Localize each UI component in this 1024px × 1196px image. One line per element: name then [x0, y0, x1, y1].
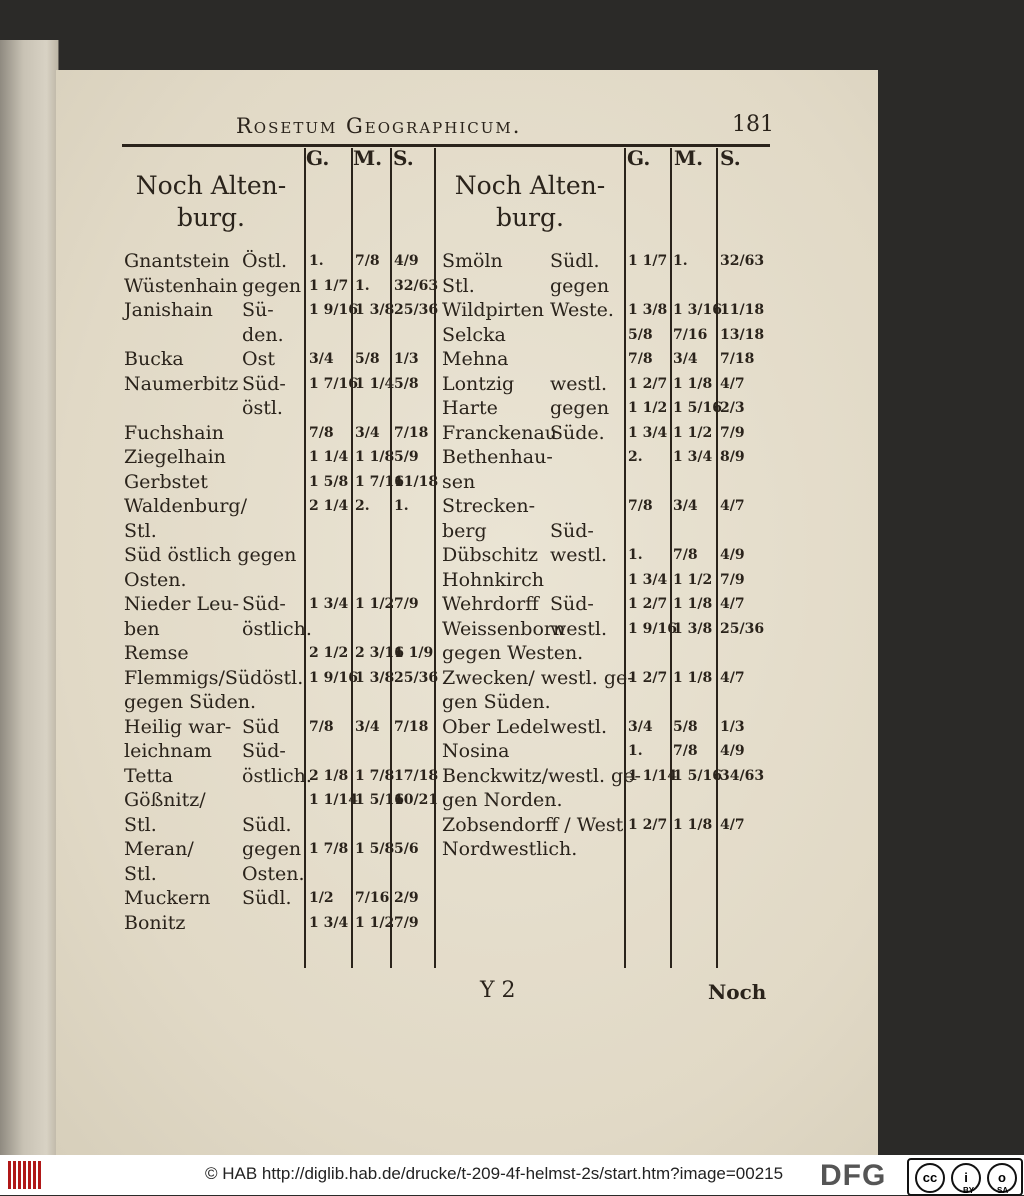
direction: östlich. [242, 617, 312, 640]
value-s: 7/18 [394, 718, 429, 735]
column-rule [434, 148, 436, 968]
place-name: Franckenau [442, 421, 558, 444]
place-name: Gößnitz/ [124, 789, 206, 811]
value-s: 7/9 [720, 424, 745, 441]
value-m: 1 1/8 [673, 816, 713, 833]
value-m: 1 1/8 [355, 449, 395, 465]
value-g: 1 2/7 [628, 596, 668, 612]
place-name: Wehrdorff [442, 593, 539, 615]
place-name: Bonitz [124, 911, 186, 934]
place-name: Stl. [124, 519, 157, 542]
place-name: gen Süden. [442, 691, 551, 713]
column-rule [304, 148, 306, 968]
direction: Süde. [550, 421, 605, 444]
place-name: Remse [124, 642, 189, 664]
value-m: 3/4 [355, 718, 380, 735]
value-m: 3/4 [673, 351, 698, 367]
place-name: gegen Westen. [442, 642, 584, 664]
value-s: 5/8 [394, 375, 419, 392]
value-g: 3/4 [309, 351, 334, 367]
value-s: 2/3 [720, 400, 745, 416]
place-name: Zobsendorff / West [442, 813, 624, 836]
place-name: Naumerbitz [124, 372, 239, 395]
value-g: 1. [628, 743, 643, 759]
value-s: 4/7 [720, 669, 745, 686]
value-g: 1 2/7 [628, 669, 668, 686]
value-g: 5/8 [628, 326, 653, 343]
place-name: Wildpirten [442, 299, 544, 321]
value-m: 1 3/8 [355, 302, 395, 318]
header-rule [122, 144, 770, 147]
value-g: 1 1/14 [628, 767, 677, 784]
place-name: Gerbstet [124, 470, 208, 493]
value-g: 1. [628, 547, 643, 563]
place-name: leichnam [124, 740, 212, 762]
value-g: 1 1/2 [628, 400, 668, 416]
value-m: 5/8 [355, 351, 380, 367]
direction: östl. [242, 397, 283, 419]
value-s: 11/18 [720, 302, 765, 318]
value-g: 1 1/7 [309, 277, 349, 294]
direction: Südl. [550, 250, 600, 272]
col-head-m: M. [674, 146, 704, 170]
value-m: 2. [355, 498, 370, 514]
value-m: 1 3/8 [673, 620, 713, 637]
value-s: 7/9 [394, 596, 419, 612]
place-name: Tetta [124, 764, 174, 787]
value-m: 1 5/16 [673, 767, 722, 784]
page-number: 181 [732, 112, 774, 137]
place-name: Nieder Leu- [124, 593, 239, 615]
value-m: 1 1/2 [673, 571, 713, 588]
direction: westl. [550, 715, 608, 738]
right-section-title [440, 170, 620, 234]
place-name: Zwecken/ westl. ge- [442, 666, 634, 689]
value-m: 1 1/2 [355, 596, 395, 612]
value-s: 4/7 [720, 375, 745, 392]
direction: Osten. [242, 862, 305, 885]
place-name: Benckwitz/westl. ge- [442, 764, 641, 787]
direction: Süd- [550, 519, 594, 542]
value-m: 1 5/16 [673, 400, 722, 416]
value-m: 7/16 [673, 326, 708, 343]
value-g: 1 3/4 [628, 424, 668, 441]
book-page [56, 70, 878, 1155]
value-g: 1 3/4 [309, 914, 349, 931]
value-g: 1. [309, 253, 324, 269]
place-name: Gnantstein [124, 250, 230, 272]
direction: Süd- [550, 593, 594, 615]
value-g: 1 2/7 [628, 816, 668, 833]
place-name: Süd östlich gegen [124, 544, 297, 566]
place-name: Stl. [124, 813, 157, 836]
col-head-m: M. [353, 146, 383, 170]
place-name: Dübschitz [442, 544, 538, 566]
place-name: Janishain [124, 299, 213, 321]
value-m: 1 1/8 [673, 669, 713, 686]
direction: gegen [242, 274, 302, 297]
place-name: gegen Süden. [124, 691, 257, 713]
place-name: Selcka [442, 323, 506, 346]
value-m: 1 3/4 [673, 449, 713, 465]
value-g: 7/8 [628, 351, 653, 367]
value-m: 1 3/16 [673, 302, 722, 318]
value-s: 32/63 [720, 253, 765, 269]
direction: Südl. [242, 813, 292, 836]
value-s: 7/9 [394, 914, 419, 931]
place-name: Lontzig [442, 372, 515, 395]
value-m: 1 1/2 [673, 424, 713, 441]
direction: gegen [242, 838, 302, 860]
place-name: Heilig war- [124, 715, 232, 738]
value-s: 25/36 [394, 669, 439, 686]
value-s: 17/18 [394, 767, 439, 784]
place-name: berg [442, 519, 487, 542]
dfg-logo: DFG [820, 1159, 887, 1192]
value-g: 2 1/2 [309, 645, 349, 661]
place-name: Waldenburg/ [124, 495, 247, 517]
direction: gegen [550, 397, 610, 419]
value-m: 1 5/8 [355, 841, 395, 857]
value-g: 1 1/4 [309, 449, 349, 465]
value-g: 1 9/16 [628, 620, 677, 637]
value-s: 1/3 [394, 351, 419, 367]
library-logo-icon [8, 1161, 42, 1189]
cc-license-badge[interactable] [907, 1158, 1023, 1196]
by-icon: i [951, 1163, 981, 1193]
value-m: 1 1/2 [355, 914, 395, 931]
value-g: 1 3/4 [628, 571, 668, 588]
value-m: 7/8 [355, 253, 380, 269]
value-s: 25/36 [720, 620, 765, 637]
value-g: 1 5/8 [309, 473, 349, 490]
col-head-g: G. [627, 146, 651, 170]
place-name: Nordwestlich. [442, 838, 578, 860]
previous-page-edge [0, 40, 59, 1155]
right-title-line: Noch Alten- [454, 171, 606, 200]
direction: Sü- [242, 299, 274, 321]
value-m: 1. [355, 277, 370, 294]
direction: westl. [550, 372, 608, 395]
value-s: 4/7 [720, 816, 745, 833]
left-title-line: burg. [176, 203, 245, 232]
signature-mark: Y 2 [480, 978, 516, 1003]
right-title-line: burg. [495, 203, 564, 232]
value-g: 3/4 [628, 718, 653, 735]
col-head-s: S. [720, 146, 741, 170]
cc-icon: cc [915, 1163, 945, 1193]
license-sub-sa: SA [997, 1186, 1009, 1195]
value-m: 1 1/4 [355, 375, 395, 392]
value-m: 1 5/16 [355, 792, 404, 808]
direction: östlich. [242, 764, 312, 787]
value-s: 8/9 [720, 449, 745, 465]
place-name: Bethenhau- [442, 446, 553, 468]
value-m: 1. [673, 253, 688, 269]
place-name: Ober Ledel [442, 715, 550, 738]
place-name: sen [442, 470, 476, 493]
value-m: 1 3/8 [355, 669, 395, 686]
value-m: 1 1/8 [673, 596, 713, 612]
value-m: 1 1/8 [673, 375, 713, 392]
value-m: 3/4 [355, 424, 380, 441]
column-rule [351, 148, 353, 968]
value-m: 3/4 [673, 498, 698, 514]
direction: Südl. [242, 887, 292, 909]
left-section-title [122, 170, 300, 234]
column-rule [670, 148, 672, 968]
place-name: Fuchshain [124, 421, 224, 444]
direction: Ost [242, 348, 275, 370]
value-m: 2 3/16 [355, 645, 404, 661]
value-g: 2 1/4 [309, 498, 349, 514]
direction: Östl. [242, 250, 288, 272]
place-name: Strecken- [442, 495, 536, 517]
value-s: 4/7 [720, 498, 745, 514]
value-g: 7/8 [309, 424, 334, 441]
value-m: 1 7/8 [355, 767, 395, 784]
place-name: gen Norden. [442, 789, 563, 811]
value-s: 10/21 [394, 792, 439, 808]
value-s: 2/9 [394, 890, 419, 906]
value-s: 4/9 [720, 743, 745, 759]
left-title-line: Noch Alten- [135, 171, 287, 200]
direction: Süd- [242, 372, 286, 395]
value-s: 13/18 [720, 326, 765, 343]
value-g: 1 1/7 [628, 253, 668, 269]
value-g: 1 2/7 [628, 375, 668, 392]
place-name: Meran/ [124, 838, 194, 860]
value-s: 5/6 [394, 841, 419, 857]
value-g: 7/8 [628, 498, 653, 514]
sa-icon: o [987, 1163, 1017, 1193]
direction: westl. [550, 544, 608, 566]
place-name: Osten. [124, 568, 187, 591]
value-g: 1 7/8 [309, 841, 349, 857]
value-g: 2. [628, 449, 643, 465]
value-s: 34/63 [720, 767, 765, 784]
value-s: 11/18 [394, 473, 439, 490]
value-s: 1 1/9 [394, 645, 434, 661]
value-m: 7/8 [673, 547, 698, 563]
direction: Süd [242, 715, 280, 738]
value-m: 7/16 [355, 890, 390, 906]
value-g: 2 1/8 [309, 767, 349, 784]
value-g: 7/8 [309, 718, 334, 735]
direction: Süd- [242, 593, 286, 615]
place-name: Stl. [442, 274, 475, 297]
running-title: Rosetum Geographicum. [236, 114, 522, 138]
viewer-footer [0, 1155, 1024, 1195]
value-m: 7/8 [673, 743, 698, 759]
value-s: 25/36 [394, 302, 439, 318]
value-s: 7/9 [720, 571, 745, 588]
column-rule [624, 148, 626, 968]
value-s: 5/9 [394, 449, 419, 465]
place-name: Flemmigs/Südöstl. [124, 666, 304, 689]
direction: gegen [550, 274, 610, 297]
value-g: 1 9/16 [309, 669, 358, 686]
value-s: 1. [394, 498, 409, 514]
value-s: 7/18 [720, 351, 755, 367]
place-name: Wüstenhain [124, 274, 238, 297]
value-s: 7/18 [394, 424, 429, 441]
value-s: 4/9 [720, 547, 745, 563]
column-rule [716, 148, 718, 968]
license-sub-by: BY [963, 1186, 975, 1195]
value-g: 1 9/16 [309, 302, 358, 318]
place-name: Muckern [124, 887, 211, 909]
place-name: Weissenborn [442, 617, 566, 640]
value-m: 1 7/16 [355, 473, 404, 490]
col-head-g: G. [306, 146, 330, 170]
value-m: 5/8 [673, 718, 698, 735]
value-g: 1 3/4 [309, 596, 349, 612]
direction: den. [242, 323, 284, 346]
place-name: Mehna [442, 348, 509, 370]
value-s: 32/63 [394, 277, 439, 294]
place-name: ben [124, 617, 160, 640]
col-head-s: S. [393, 146, 414, 170]
value-s: 1/3 [720, 718, 745, 735]
value-g: 1/2 [309, 890, 334, 906]
place-name: Smöln [442, 250, 503, 272]
value-s: 4/9 [394, 253, 419, 269]
place-name: Bucka [124, 348, 184, 370]
catchword: Noch [708, 980, 767, 1004]
footer-credit-link[interactable]: © HAB http://diglib.hab.de/drucke/t-209-4f-helmst-2s/start.htm?image=00215 [205, 1164, 784, 1183]
value-g: 1 1/14 [309, 792, 358, 808]
value-g: 1 3/8 [628, 302, 668, 318]
place-name: Stl. [124, 862, 157, 885]
place-name: Harte [442, 397, 498, 419]
direction: westl. [550, 617, 608, 640]
place-name: Nosina [442, 740, 510, 762]
place-name: Ziegelhain [124, 446, 226, 468]
value-s: 4/7 [720, 596, 745, 612]
value-g: 1 7/16 [309, 375, 358, 392]
direction: Süd- [242, 740, 286, 762]
direction: Weste. [550, 299, 614, 321]
place-name: Hohnkirch [442, 568, 545, 591]
